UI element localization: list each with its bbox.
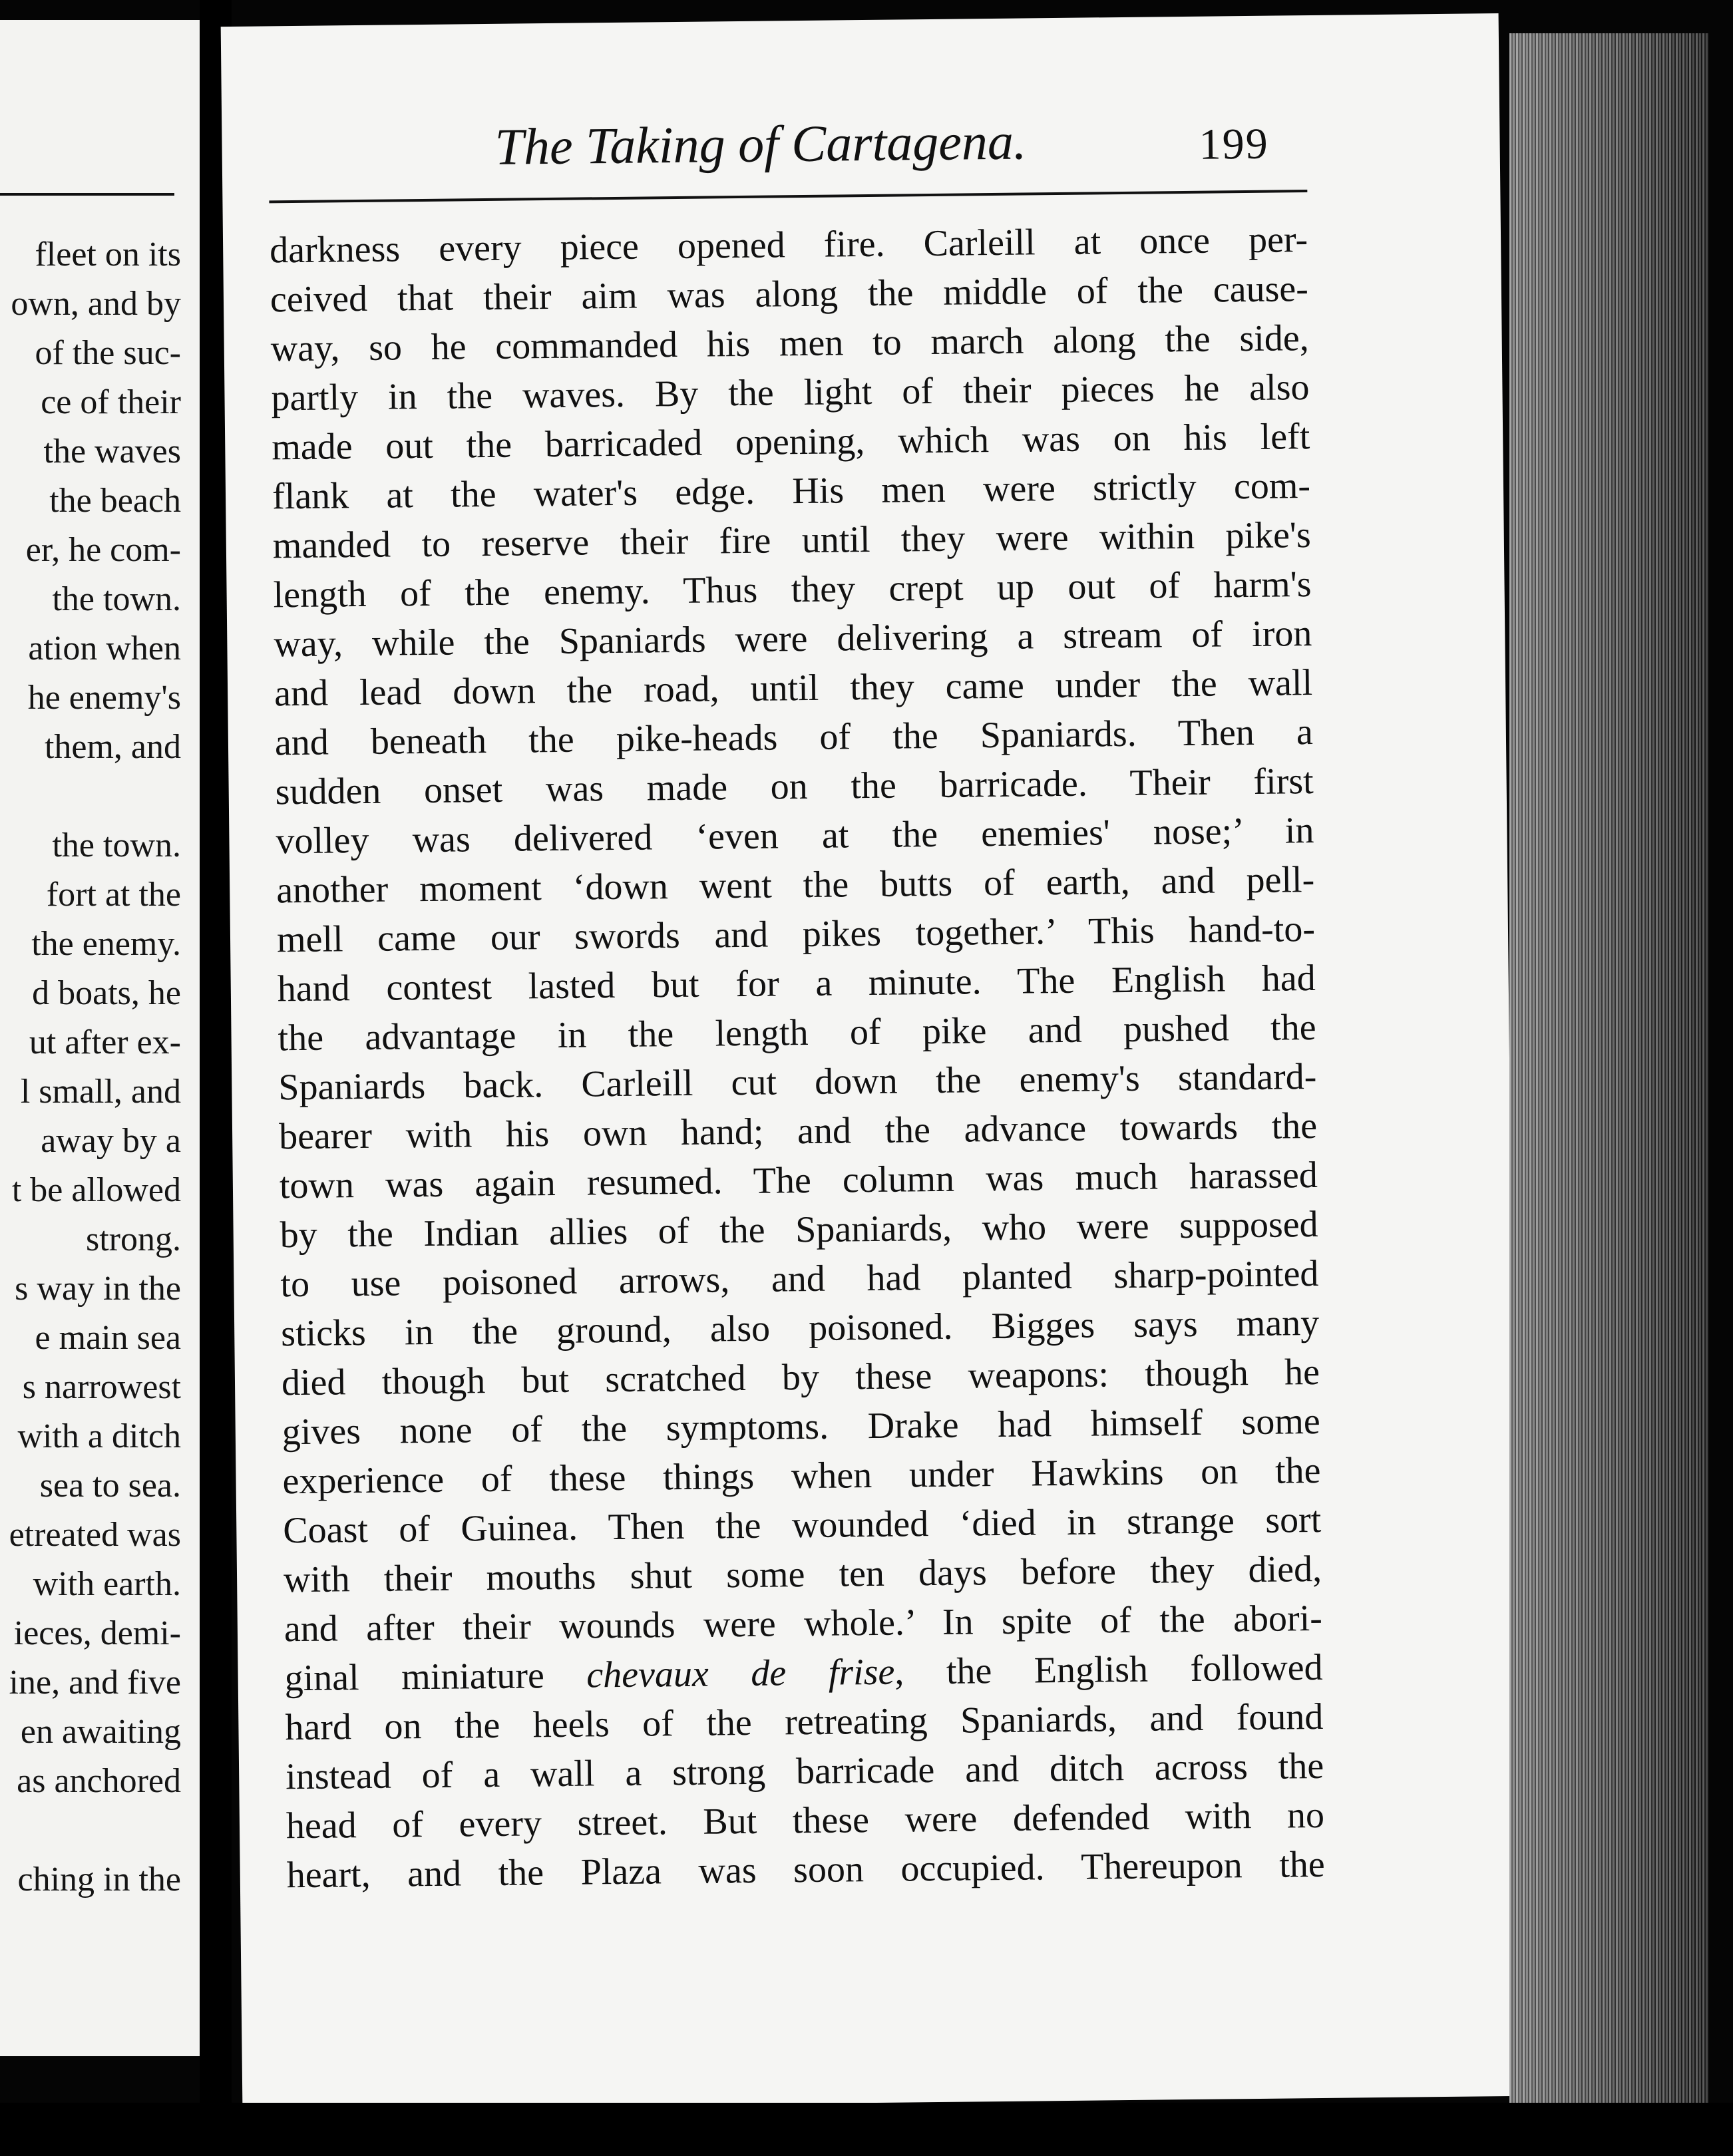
- text-line: partly in the waves. By the light of their pieces he also: [271, 367, 1310, 419]
- text-line: ceived that their aim was along the middle of the cause-: [270, 268, 1309, 321]
- left-line: own, and by: [11, 285, 181, 323]
- left-page-head-rule: [0, 193, 174, 196]
- left-line: the beach: [49, 482, 181, 520]
- left-line-gap: [9, 772, 181, 821]
- text-line: died though but scratched by these weapons: though he: [281, 1351, 1320, 1404]
- left-line: he enemy's: [27, 679, 181, 717]
- text-line: darkness every piece opened fire. Carleill at once per-: [269, 219, 1308, 271]
- left-line: s way in the: [15, 1270, 181, 1308]
- text-line: the advantage in the length of pike and pushed the: [278, 1006, 1316, 1059]
- left-page-fragment: [0, 20, 200, 2056]
- left-line: with earth.: [33, 1565, 181, 1603]
- running-title: The Taking of Cartagena.: [494, 112, 1027, 176]
- left-line: as anchored: [17, 1762, 181, 1800]
- running-head-rule: [269, 190, 1307, 203]
- text-line: gives none of the symptoms. Drake had himself some: [282, 1400, 1321, 1453]
- left-line: of the suc-: [35, 334, 181, 372]
- left-line: them, and: [44, 728, 181, 766]
- text-line: length of the enemy. Thus they crept up out of harm's: [273, 564, 1312, 616]
- left-line: ce of their: [41, 383, 181, 421]
- text-line: way, so he commanded his men to march along the side,: [270, 317, 1309, 370]
- text-line: bearer with his own hand; and the advance towards the: [278, 1105, 1318, 1158]
- left-line-gap: [9, 1806, 181, 1855]
- text-line: volley was delivered ‘even at the enemies' nose;’ in: [276, 810, 1314, 862]
- text-line: Spaniards back. Carleill cut down the enemy's standard-: [278, 1055, 1317, 1109]
- left-line: s narrowest: [22, 1368, 181, 1406]
- text-line: made out the barricaded opening, which was on his left: [271, 416, 1310, 468]
- left-line: ation when: [28, 629, 181, 667]
- text-line: town was again resumed. The column was much harassed: [279, 1154, 1318, 1207]
- left-line: ut after ex-: [29, 1023, 181, 1061]
- text-line: experience of these things when under Hawkins on the: [282, 1449, 1321, 1503]
- left-line: fort at the: [46, 876, 181, 914]
- page-number: 199: [1199, 119, 1269, 169]
- left-line: away by a: [41, 1122, 181, 1160]
- left-line: e main sea: [35, 1319, 181, 1357]
- left-line: the enemy.: [31, 925, 181, 963]
- left-line: the waves: [43, 433, 181, 470]
- left-line: er, he com-: [25, 531, 181, 569]
- text-line: heart, and the Plaza was soon occupied. Thereupon the: [286, 1843, 1326, 1896]
- text-line: and lead down the road, until they came under the wall: [274, 662, 1313, 715]
- left-line: fleet on its: [35, 236, 181, 273]
- text-line: sticks in the ground, also poisoned. Bigges says many: [280, 1302, 1320, 1355]
- text-line: and beneath the pike-heads of the Spaniards. Then a: [274, 711, 1314, 764]
- text-line: mell came our swords and pikes together.’ This hand-to-: [276, 908, 1316, 961]
- text-line: manded to reserve their fire until they were within pike's: [272, 514, 1312, 567]
- text-line: and after their wounds were whole.’ In spite of the abori-: [284, 1597, 1323, 1650]
- italic-phrase: chevaux de frise: [586, 1651, 895, 1696]
- left-line: sea to sea.: [39, 1467, 181, 1505]
- text-line: instead of a wall a strong barricade and ditch across the: [285, 1745, 1324, 1798]
- text-line: to use poisoned arrows, and had planted sharp-pointed: [280, 1252, 1319, 1306]
- left-line: with a ditch: [17, 1417, 181, 1455]
- text-line: sudden onset was made on the barricade. Their first: [275, 761, 1314, 813]
- text-fragment: , the English followed: [894, 1646, 1323, 1693]
- text-line: another moment ‘down went the butts of earth, and pell-: [276, 859, 1315, 912]
- left-line: ine, and five: [9, 1664, 181, 1702]
- text-line: head of every street. But these were defended with no: [286, 1794, 1325, 1847]
- left-page-text: [9, 230, 181, 1904]
- text-line: hand contest lasted but for a minute. The English had: [277, 957, 1316, 1010]
- running-head: [222, 100, 1500, 186]
- left-line: en awaiting: [20, 1713, 181, 1751]
- right-page: [221, 13, 1521, 2109]
- left-line: strong.: [86, 1220, 181, 1258]
- left-line: t be allowed: [11, 1171, 181, 1209]
- text-line: Coast of Guinea. Then the wounded ‘died in strange sort: [283, 1499, 1322, 1552]
- text-line: with their mouths shut some ten days before they died,: [283, 1548, 1322, 1601]
- text-line: way, while the Spaniards were delivering a stream of iron: [274, 613, 1312, 665]
- left-line: the town.: [52, 826, 181, 864]
- left-line: d boats, he: [32, 974, 181, 1012]
- scan-background-bottom: [0, 2103, 1733, 2156]
- text-line: hard on the heels of the retreating Spaniards, and found: [285, 1696, 1324, 1749]
- fore-edge-shading: [1509, 33, 1709, 2109]
- text-line: flank at the water's edge. His men were strictly com-: [272, 465, 1311, 518]
- left-line: the town.: [52, 580, 181, 618]
- body-text: [270, 215, 1325, 1900]
- text-fragment: ginal miniature: [284, 1654, 587, 1700]
- text-line: by the Indian allies of the Spaniards, who were supposed: [280, 1203, 1318, 1256]
- left-line: etreated was: [9, 1516, 181, 1554]
- left-line: ieces, demi-: [13, 1614, 181, 1652]
- left-line: l small, and: [20, 1073, 181, 1111]
- left-line: ching in the: [17, 1861, 181, 1898]
